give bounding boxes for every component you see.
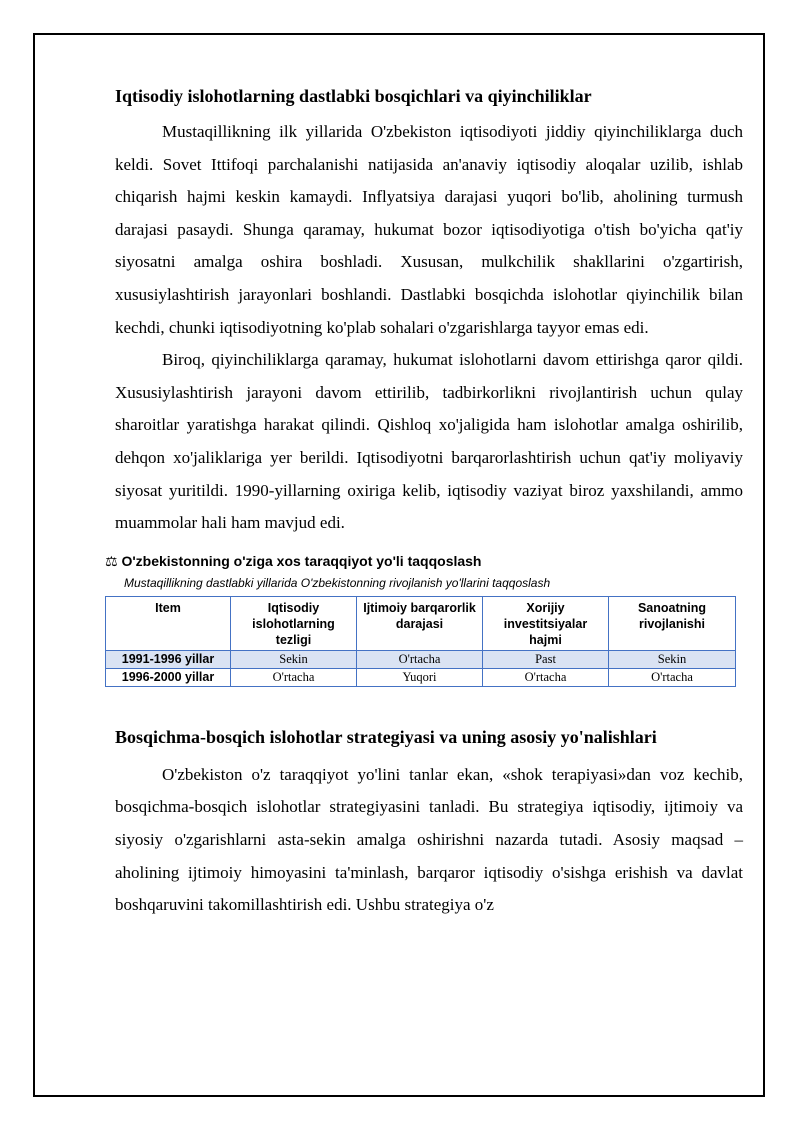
table-cell: O'rtacha [357, 650, 483, 668]
comparison-table-block [105, 550, 735, 687]
paragraph-continued-reforms: Biroq, qiyinchiliklarga qaramay, hukumat islohotlarni davom ettirishga qaror qildi. Xususiylashtirish jarayoni davom ettirilib, tadbirkorlikni rivojlantirish uchun qulay sharoitlar yaratishga harakat qilindi. Qishloq xo'jaligida ham islohotlar amalga oshirilib, dehqon xo'jaliklariga yer berildi. Iqtisodiyotni barqarorlashtirish uchun qat'iy moliyaviy siyosat yuritildi. 1990-yillarning oxiriga kelib, iqtisodiy vaziyat biroz yaxshilandi, ammo muammolar hali ham mavjud edi. [115, 350, 743, 533]
paragraph-gradual-strategy: O'zbekiston o'z taraqqiyot yo'lini tanlar ekan, «shok terapiyasi»dan voz kechib, bosqichma-bosqich islohotlar strategiyasini tanladi. Bu strategiya iqtisodiy, ijtimoiy va siyosiy o'zgarishlarni asta-sekin amalga oshirishni nazarda tutadi. Asosiy maqsad – aholining ijtimoiy himoyasini ta'minlash, barqaror iqtisodiy o'sishga erishish va davlat boshqaruvini takomillashtirish edi. Ushbu strategiya o'z [115, 764, 743, 915]
section-heading-gradual-strategy: Bosqichma-bosqich islohotlar strategiyasi va uning asosiy yo'nalishlari [115, 726, 657, 747]
scales-icon: ⚖ [105, 552, 118, 569]
table-title-text: O'zbekistonning o'ziga xos taraqqiyot yo'li taqqoslash [121, 552, 482, 569]
table-cell: O'rtacha [483, 668, 609, 686]
document-body [105, 84, 743, 922]
table-cell: Past [483, 650, 609, 668]
table-cell: O'rtacha [231, 668, 357, 686]
table-row-label: 1996-2000 yillar [106, 668, 231, 686]
table-header-cell: Ijtimoiy barqarorlik darajasi [357, 596, 483, 650]
table-row-label: 1991-1996 yillar [106, 650, 231, 668]
table-subtitle: Mustaqillikning dastlabki yillarida O'zbekistonning rivojlanish yo'llarini taqqoslash [124, 575, 551, 590]
comparison-table [105, 596, 736, 687]
table-header-cell: Item [106, 596, 231, 650]
section-heading-reforms-early-stages: Iqtisodiy islohotlarning dastlabki bosqichlari va qiyinchiliklar [115, 86, 592, 106]
table-cell: Sekin [231, 650, 357, 668]
table-header-row [106, 596, 736, 650]
table-row [106, 650, 736, 668]
table-header-cell: Iqtisodiy islohotlarning tezligi [231, 596, 357, 650]
table-header-cell: Xorijiy investitsiyalar hajmi [483, 596, 609, 650]
table-title [105, 550, 735, 572]
table-header-cell: Sanoatning rivojlanishi [609, 596, 736, 650]
table-row [106, 668, 736, 686]
table-cell: Yuqori [357, 668, 483, 686]
table-cell: O'rtacha [609, 668, 736, 686]
table-cell: Sekin [609, 650, 736, 668]
paragraph-early-difficulties: Mustaqillikning ilk yillarida O'zbekiston iqtisodiyoti jiddiy qiyinchiliklarga duch keldi. Sovet Ittifoqi parchalanishi natijasida an'anaviy iqtisodiy aloqalar uzilib, ishlab chiqarish hajmi keskin kamaydi. Inflyatsiya darajasi yuqori bo'lib, aholining turmush darajasi pasaydi. Shunga qaramay, hukumat bozor iqtisodiyotiga o'tish bo'yicha qat'iy siyosatni amalga oshira boshladi. Xususan, mulkchilik shakllarini o'zgartirish, xususiylashtirish jarayonlari boshlandi. Dastlabki bosqichda islohotlar qiyinchilik bilan kechdi, chunki iqtisodiyotning ko'plab sohalari o'zgarishlarga tayyor emas edi. [115, 122, 743, 337]
